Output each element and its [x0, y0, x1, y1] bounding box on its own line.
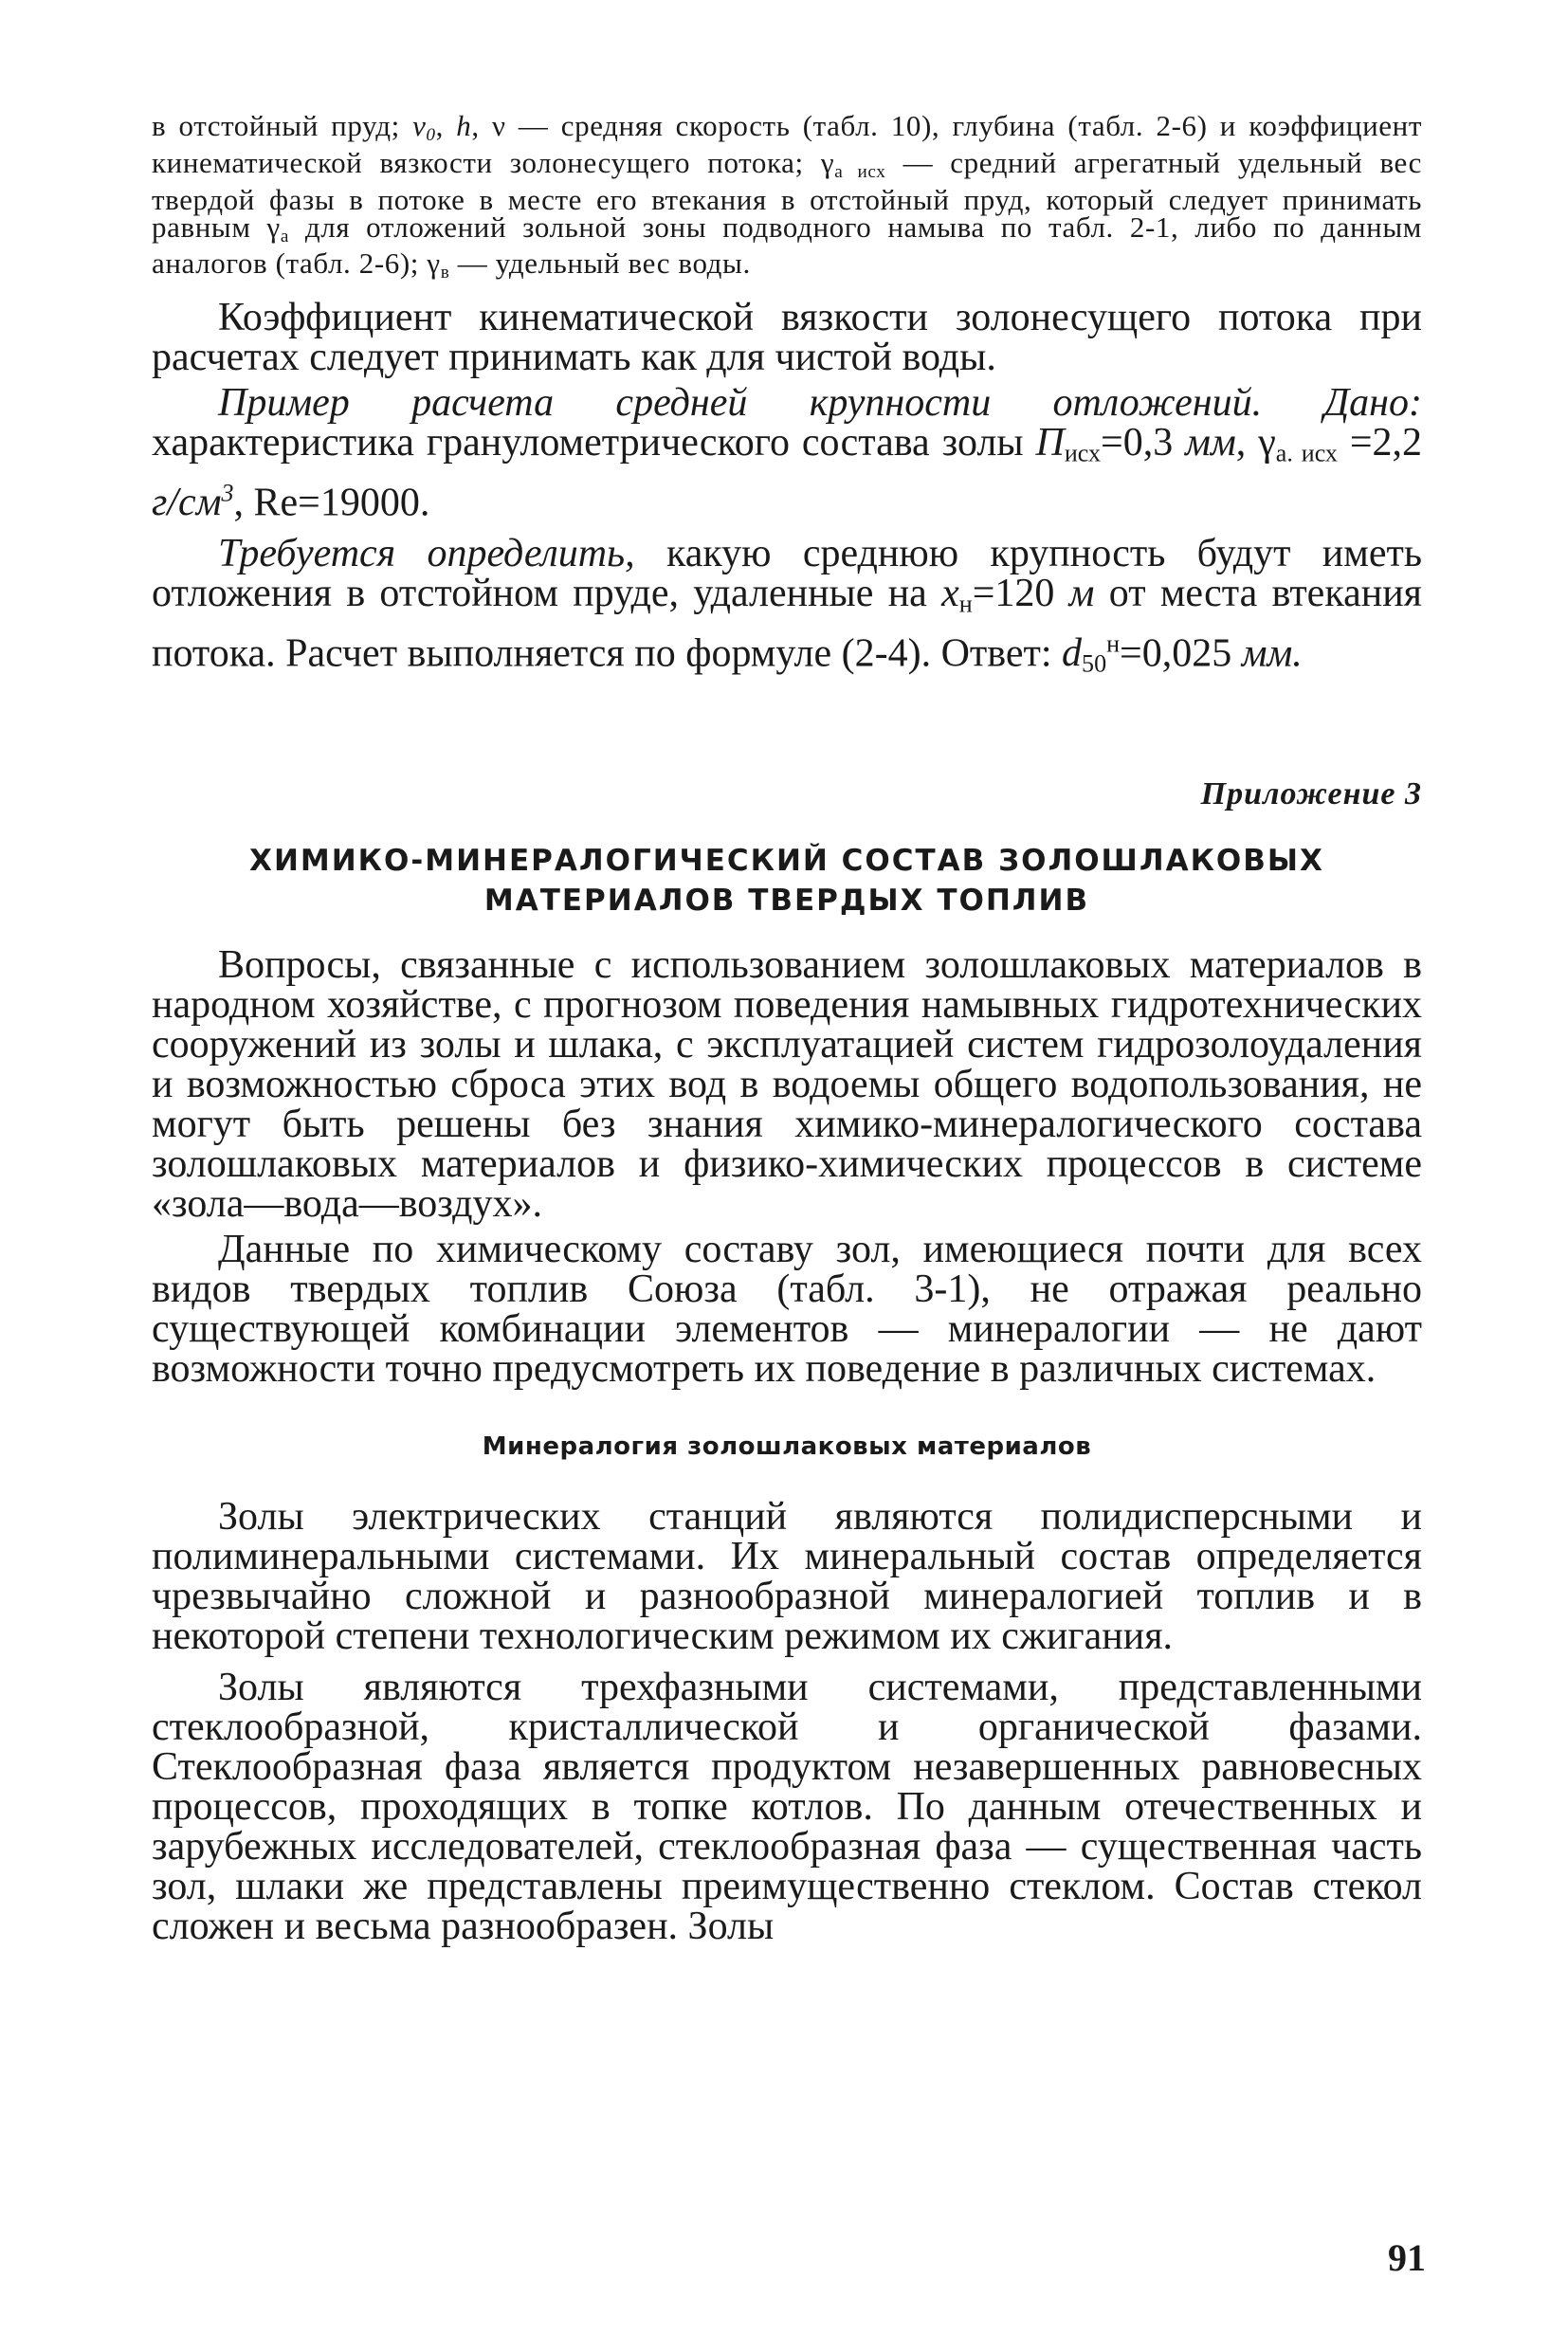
gamma-a-isx-value-symbol: $\gamma_{а. исх}$ [1258, 421, 1338, 467]
depth-symbol: h [456, 109, 472, 142]
subheading: Минералогия золошлаковых материалов [482, 1432, 1092, 1462]
document-page [152, 109, 1423, 2292]
unit-mm: мм. [1241, 630, 1303, 675]
intro-text: — средняя скорость (табл. 10), глубина (табл. 2-6) и коэффициент кинематической вязкости золонесущего потока; [152, 109, 1422, 179]
example-text: характеристика гранулометрического состава золы [152, 421, 1024, 465]
example-text: , Re=19000. [233, 481, 430, 524]
intro-text: — средний агрегатный удельный вес твердой фазы в потоке в месте его втекания в отстойный пруд, который следует принимать равным [152, 145, 1422, 244]
page-number: 91 [1388, 2236, 1426, 2279]
intro-text: для отложений зольной зоны подводного намыва по табл. 2-1, либо по данным аналогов (табл. 2-6); [152, 210, 1422, 281]
intro-text: — удельный вес воды. [457, 246, 751, 281]
intro-text: в отстойный пруд; [152, 109, 400, 142]
p-isx-symbol: $П_{исх}$ [1035, 421, 1102, 467]
paragraph-chemical-data: Данные по химическому составу зол, имеющиеся почти для всех видов твердых топлив Союза (табл. 3-1), не отражая реально существующей комбинации элементов — минералогии — не дают возможности точно предусмотреть их поведение в различных системах. [152, 1228, 1422, 1392]
unit-mm: мм [1185, 421, 1236, 465]
gamma-a-isx-symbol: $\gamma_{а исх}$ [820, 145, 886, 182]
section-title [152, 841, 1422, 921]
given-label: Дано: [1323, 381, 1422, 426]
viscosity-symbol: ν [491, 109, 506, 142]
paragraph-ash-systems: Золы электрических станций являются полидисперсными и полиминеральными системами. Их минеральный состав определяется чрезвычайно сложной и разнообразной минералогией топлив и в некоторой степени технологическим режимом их сжигания. [152, 1495, 1422, 1659]
example-text: =0,3 [1101, 421, 1174, 465]
unit-m: м [1068, 572, 1095, 615]
d50-symbol: $d_{50}^н$ [1062, 629, 1121, 678]
x-n-symbol: $x_н$ [941, 572, 973, 618]
example-text: , [1235, 421, 1247, 465]
example-paragraph [152, 383, 1422, 522]
paragraph-questions: Вопросы, связанные с использованием золошлаковых материалов в народном хозяйстве, с прогнозом поведения намывных гидротехнических сооружений из золы и шлака, с эксплуатацией систем гидрозолоудаления и возможностью сброса этих вод в водоемы общего водопользования, не могут быть решены без знания химико-минералогического состава золошлаковых материалов и физико-химических процессов в системе «зола—вода—воздух». [152, 943, 1422, 1227]
paragraph-three-phase: Золы являются трехфазными системами, представленными стеклообразной, кристаллической и органической фазами. Стеклообразная фаза является продуктом незавершенных равновесных процессов, проходящих в топке котлов. По данным отечественных и зарубежных исследователей, стеклообразная фаза — существенная часть зол, шлаки же представлены преимущественно стеклом. Состав стекол сложен и весьма разнообразен. Золы [152, 1666, 1422, 1949]
task-text: от места втекания потока. Расчет выполняется по формуле (2-4). Ответ: [152, 572, 1423, 675]
section-title-line: ХИМИКО-МИНЕРАЛОГИЧЕСКИЙ СОСТАВ ЗОЛОШЛАКОВЫХ [249, 844, 1324, 879]
task-label: Требуется определить, [218, 532, 635, 575]
task-text: =120 [972, 572, 1055, 615]
task-text: какую среднюю крупность будут иметь отложения в отстойном пруде, удаленные на [152, 532, 1423, 615]
intro-text: , [435, 109, 444, 142]
viscosity-note: Коэффициент кинематической вязкости золонесущего потока при расчетах следует принимать как для чистой воды. [152, 296, 1422, 380]
intro-paragraph [152, 109, 1422, 286]
velocity-symbol: $v_0$ [412, 109, 436, 145]
task-paragraph [152, 534, 1422, 684]
example-text: =2,2 [1349, 421, 1423, 465]
task-text: =0,025 [1120, 630, 1232, 675]
intro-text: , [471, 109, 480, 142]
example-label: Пример расчета средней крупности отложений. [218, 381, 1263, 426]
unit-density: $г/см^3$ [152, 479, 234, 524]
section-title-line: МАТЕРИАЛОВ ТВЕРДЫХ ТОПЛИВ [483, 884, 1090, 919]
gamma-a-symbol: $\gamma_а$ [266, 210, 289, 246]
appendix-label: Приложение 3 [1200, 776, 1422, 812]
gamma-v-symbol: $\gamma_в$ [427, 246, 450, 283]
